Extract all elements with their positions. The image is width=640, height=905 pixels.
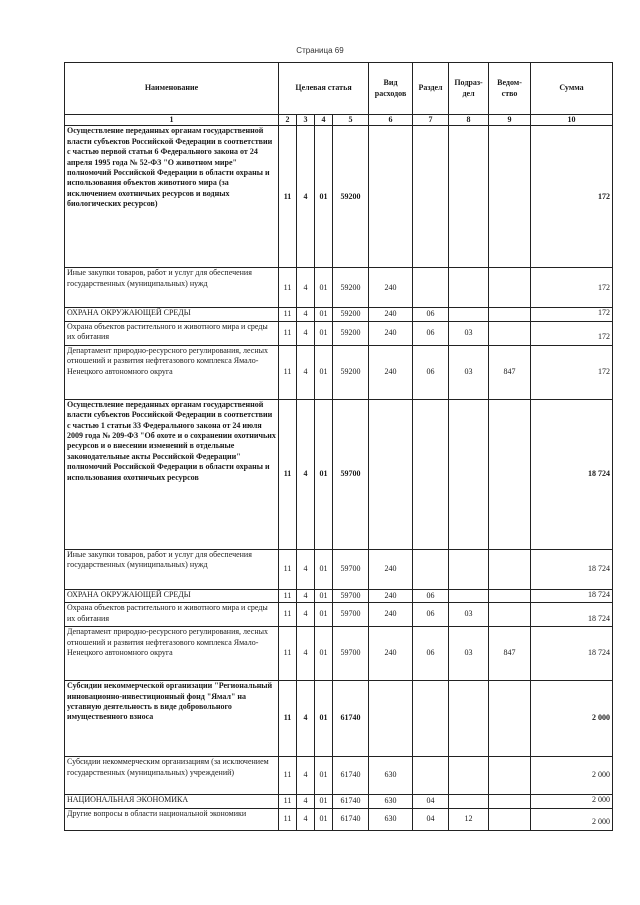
cell-subsection: 12 bbox=[449, 808, 489, 830]
row-name: Осуществление переданных органам государственной власти субъектов Российской Федерации в соответствии с частью 1 статьи 33 Федерального закона от 24 июля 2009 года № 209-ФЗ "Об охоте и о сохранении охотничьих ресурсов и о внесении изменений в отдельные законодательные акты Российской Федерации" полномочий Российской Федерации в области охраны и использования охотничьих ресурсов bbox=[65, 399, 279, 549]
column-number-row bbox=[65, 115, 613, 126]
cell-program: 11 bbox=[279, 268, 297, 308]
cell-program: 11 bbox=[279, 308, 297, 321]
cell-activity: 01 bbox=[315, 757, 333, 795]
cell-program: 11 bbox=[279, 549, 297, 589]
cell-subprogram: 4 bbox=[297, 795, 315, 808]
table-row bbox=[65, 399, 613, 549]
cell-subprogram: 4 bbox=[297, 808, 315, 830]
table-row bbox=[65, 549, 613, 589]
cell-activity: 01 bbox=[315, 681, 333, 757]
row-name: Осуществление переданных органам государственной власти субъектов Российской Федерации в соответствии с частью первой статьи 6 Федерального закона от 24 апреля 1995 года № 52-ФЗ "О животном мире" полномочий Российской Федерации в области охраны и использования объектов животного мира (за исключением охотничьих ресурсов и водных биологических ресурсов) bbox=[65, 126, 279, 268]
table-row bbox=[65, 321, 613, 345]
cell-subsection: 03 bbox=[449, 321, 489, 345]
table-row bbox=[65, 268, 613, 308]
table-row bbox=[65, 681, 613, 757]
cell-activity: 01 bbox=[315, 549, 333, 589]
cell-expense-type: 240 bbox=[369, 308, 413, 321]
cell-activity: 01 bbox=[315, 126, 333, 268]
cell-activity: 01 bbox=[315, 795, 333, 808]
cell-program: 11 bbox=[279, 589, 297, 602]
cell-department: 847 bbox=[489, 345, 531, 399]
cell-department bbox=[489, 589, 531, 602]
cell-department bbox=[489, 321, 531, 345]
header-subsection: Подраз-дел bbox=[449, 63, 489, 115]
row-name: Иные закупки товаров, работ и услуг для обеспечения государственных (муниципальных) нужд bbox=[65, 268, 279, 308]
cell-activity: 01 bbox=[315, 589, 333, 602]
cell-subsection bbox=[449, 399, 489, 549]
cell-activity: 01 bbox=[315, 268, 333, 308]
cell-subsection: 03 bbox=[449, 627, 489, 681]
column-number: 1 bbox=[65, 115, 279, 126]
cell-activity: 01 bbox=[315, 399, 333, 549]
cell-sum: 18 724 bbox=[531, 549, 613, 589]
cell-section bbox=[413, 757, 449, 795]
cell-expense-type: 240 bbox=[369, 627, 413, 681]
cell-direction: 59200 bbox=[333, 126, 369, 268]
cell-expense-type: 630 bbox=[369, 757, 413, 795]
table-row bbox=[65, 589, 613, 602]
cell-subprogram: 4 bbox=[297, 627, 315, 681]
row-name: Охрана объектов растительного и животного мира и среды их обитания bbox=[65, 603, 279, 627]
cell-subprogram: 4 bbox=[297, 126, 315, 268]
column-number: 4 bbox=[315, 115, 333, 126]
cell-section: 06 bbox=[413, 603, 449, 627]
cell-subsection bbox=[449, 549, 489, 589]
cell-program: 11 bbox=[279, 603, 297, 627]
table-body bbox=[65, 126, 613, 830]
header-department: Ведом-ство bbox=[489, 63, 531, 115]
cell-department bbox=[489, 808, 531, 830]
cell-program: 11 bbox=[279, 757, 297, 795]
cell-expense-type bbox=[369, 681, 413, 757]
cell-program: 11 bbox=[279, 681, 297, 757]
table-row bbox=[65, 345, 613, 399]
cell-sum: 172 bbox=[531, 308, 613, 321]
cell-subprogram: 4 bbox=[297, 603, 315, 627]
cell-section: 06 bbox=[413, 589, 449, 602]
cell-direction: 61740 bbox=[333, 757, 369, 795]
table-row bbox=[65, 603, 613, 627]
cell-expense-type: 240 bbox=[369, 268, 413, 308]
cell-section: 04 bbox=[413, 795, 449, 808]
cell-activity: 01 bbox=[315, 345, 333, 399]
cell-section bbox=[413, 549, 449, 589]
cell-subprogram: 4 bbox=[297, 321, 315, 345]
cell-direction: 59700 bbox=[333, 549, 369, 589]
table-row bbox=[65, 308, 613, 321]
row-name: Другие вопросы в области национальной экономики bbox=[65, 808, 279, 830]
cell-subprogram: 4 bbox=[297, 549, 315, 589]
header-expense-type: Вид расходов bbox=[369, 63, 413, 115]
cell-department bbox=[489, 681, 531, 757]
column-number: 6 bbox=[369, 115, 413, 126]
row-name: ОХРАНА ОКРУЖАЮЩЕЙ СРЕДЫ bbox=[65, 589, 279, 602]
cell-department bbox=[489, 549, 531, 589]
cell-department bbox=[489, 795, 531, 808]
cell-expense-type: 240 bbox=[369, 549, 413, 589]
cell-section bbox=[413, 268, 449, 308]
cell-expense-type: 240 bbox=[369, 589, 413, 602]
cell-subsection: 03 bbox=[449, 603, 489, 627]
column-number: 3 bbox=[297, 115, 315, 126]
table-header bbox=[65, 63, 613, 126]
table-row bbox=[65, 757, 613, 795]
row-name: Департамент природно-ресурсного регулирования, лесных отношений и развития нефтегазового комплекса Ямало-Ненецкого автономного округа bbox=[65, 345, 279, 399]
cell-activity: 01 bbox=[315, 627, 333, 681]
column-number: 9 bbox=[489, 115, 531, 126]
cell-activity: 01 bbox=[315, 321, 333, 345]
cell-direction: 61740 bbox=[333, 808, 369, 830]
cell-subsection: 03 bbox=[449, 345, 489, 399]
cell-expense-type: 240 bbox=[369, 603, 413, 627]
table-row bbox=[65, 808, 613, 830]
cell-expense-type: 630 bbox=[369, 808, 413, 830]
column-number: 5 bbox=[333, 115, 369, 126]
cell-subprogram: 4 bbox=[297, 308, 315, 321]
cell-section: 06 bbox=[413, 627, 449, 681]
cell-direction: 59700 bbox=[333, 589, 369, 602]
page-label: Страница 69 bbox=[296, 46, 344, 55]
cell-activity: 01 bbox=[315, 808, 333, 830]
row-name: Иные закупки товаров, работ и услуг для обеспечения государственных (муниципальных) нужд bbox=[65, 549, 279, 589]
row-name: Департамент природно-ресурсного регулирования, лесных отношений и развития нефтегазового комплекса Ямало-Ненецкого автономного округа bbox=[65, 627, 279, 681]
cell-sum: 2 000 bbox=[531, 808, 613, 830]
cell-section bbox=[413, 126, 449, 268]
cell-sum: 172 bbox=[531, 268, 613, 308]
cell-program: 11 bbox=[279, 627, 297, 681]
cell-section: 06 bbox=[413, 308, 449, 321]
cell-department bbox=[489, 126, 531, 268]
cell-sum: 18 724 bbox=[531, 399, 613, 549]
cell-program: 11 bbox=[279, 399, 297, 549]
cell-direction: 59200 bbox=[333, 268, 369, 308]
cell-expense-type bbox=[369, 399, 413, 549]
cell-program: 11 bbox=[279, 795, 297, 808]
header-name: Наименование bbox=[65, 63, 279, 115]
cell-section bbox=[413, 681, 449, 757]
cell-department bbox=[489, 603, 531, 627]
cell-sum: 2 000 bbox=[531, 757, 613, 795]
cell-sum: 172 bbox=[531, 345, 613, 399]
cell-direction: 59700 bbox=[333, 603, 369, 627]
cell-subsection bbox=[449, 795, 489, 808]
row-name: ОХРАНА ОКРУЖАЮЩЕЙ СРЕДЫ bbox=[65, 308, 279, 321]
row-name: НАЦИОНАЛЬНАЯ ЭКОНОМИКА bbox=[65, 795, 279, 808]
table-row bbox=[65, 627, 613, 681]
cell-section bbox=[413, 399, 449, 549]
cell-sum: 172 bbox=[531, 126, 613, 268]
cell-sum: 18 724 bbox=[531, 603, 613, 627]
cell-sum: 2 000 bbox=[531, 681, 613, 757]
cell-subprogram: 4 bbox=[297, 589, 315, 602]
cell-sum: 2 000 bbox=[531, 795, 613, 808]
row-name: Охрана объектов растительного и животного мира и среды их обитания bbox=[65, 321, 279, 345]
header-sum: Сумма bbox=[531, 63, 613, 115]
cell-department bbox=[489, 399, 531, 549]
table-row bbox=[65, 126, 613, 268]
column-number: 10 bbox=[531, 115, 613, 126]
table-row bbox=[65, 795, 613, 808]
cell-subsection bbox=[449, 681, 489, 757]
cell-expense-type bbox=[369, 126, 413, 268]
header-section: Раздел bbox=[413, 63, 449, 115]
budget-table bbox=[64, 62, 613, 831]
cell-activity: 01 bbox=[315, 308, 333, 321]
column-number: 2 bbox=[279, 115, 297, 126]
cell-sum: 18 724 bbox=[531, 589, 613, 602]
cell-section: 06 bbox=[413, 321, 449, 345]
cell-direction: 61740 bbox=[333, 795, 369, 808]
cell-activity: 01 bbox=[315, 603, 333, 627]
cell-expense-type: 240 bbox=[369, 345, 413, 399]
cell-department bbox=[489, 308, 531, 321]
cell-subsection bbox=[449, 126, 489, 268]
cell-program: 11 bbox=[279, 126, 297, 268]
cell-direction: 59700 bbox=[333, 627, 369, 681]
cell-direction: 59200 bbox=[333, 321, 369, 345]
cell-program: 11 bbox=[279, 321, 297, 345]
cell-subprogram: 4 bbox=[297, 757, 315, 795]
row-name: Субсидии некоммерческой организации "Региональный инновационно-инвестиционный фонд "Ямал" на уставную деятельность в виде добровольного имущественного взноса bbox=[65, 681, 279, 757]
row-name: Субсидии некоммерческим организациям (за исключением государственных (муниципальных) учреждений) bbox=[65, 757, 279, 795]
cell-department: 847 bbox=[489, 627, 531, 681]
cell-sum: 172 bbox=[531, 321, 613, 345]
cell-subsection bbox=[449, 308, 489, 321]
cell-expense-type: 630 bbox=[369, 795, 413, 808]
cell-department bbox=[489, 757, 531, 795]
cell-subprogram: 4 bbox=[297, 681, 315, 757]
cell-subprogram: 4 bbox=[297, 399, 315, 549]
cell-direction: 59200 bbox=[333, 308, 369, 321]
cell-subsection bbox=[449, 589, 489, 602]
cell-section: 04 bbox=[413, 808, 449, 830]
cell-program: 11 bbox=[279, 808, 297, 830]
cell-subprogram: 4 bbox=[297, 268, 315, 308]
column-number: 8 bbox=[449, 115, 489, 126]
column-number: 7 bbox=[413, 115, 449, 126]
cell-department bbox=[489, 268, 531, 308]
cell-section: 06 bbox=[413, 345, 449, 399]
cell-subprogram: 4 bbox=[297, 345, 315, 399]
cell-subsection bbox=[449, 757, 489, 795]
cell-program: 11 bbox=[279, 345, 297, 399]
cell-sum: 18 724 bbox=[531, 627, 613, 681]
cell-direction: 59700 bbox=[333, 399, 369, 549]
cell-expense-type: 240 bbox=[369, 321, 413, 345]
cell-direction: 61740 bbox=[333, 681, 369, 757]
cell-direction: 59200 bbox=[333, 345, 369, 399]
header-target-article: Целевая статья bbox=[279, 63, 369, 115]
cell-subsection bbox=[449, 268, 489, 308]
